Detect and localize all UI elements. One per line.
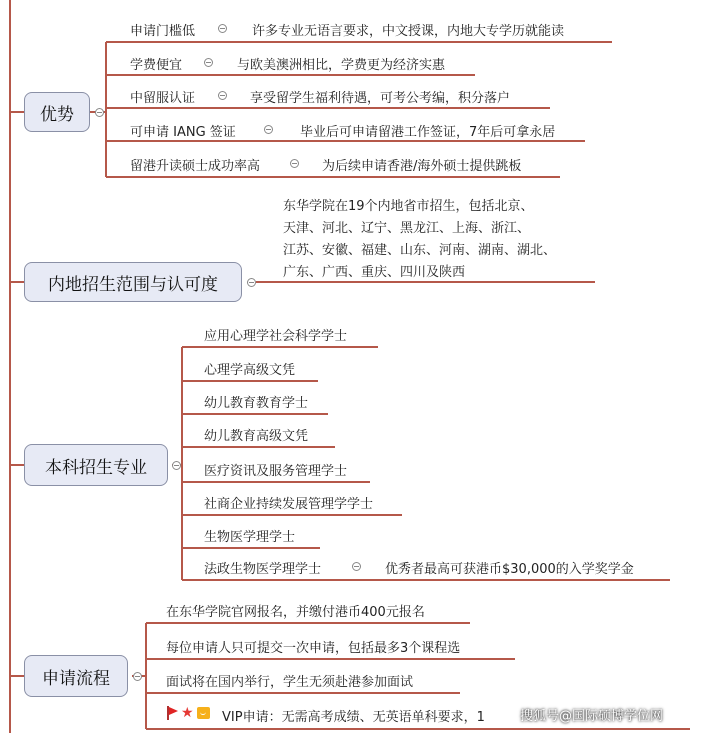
recruitment-scope-paragraph [283, 196, 603, 284]
program-item: 法政生物医学理学士 [204, 562, 322, 577]
program-item: 幼儿教育高级文凭 [204, 429, 309, 444]
collapse-toggle-icon[interactable] [218, 91, 227, 100]
collapse-toggle-icon[interactable] [204, 58, 213, 67]
recruitment-line-3: 江苏、安徽、福建、山东、河南、湖南、湖北、 [283, 243, 557, 258]
collapse-toggle-icon[interactable] [290, 159, 299, 168]
adv-item-2: 学费便宜 [130, 58, 183, 73]
recruitment-line-1: 东华学院在19个内地省市招生，包括北京、 [283, 199, 534, 214]
adv-item-4: 可申请 IANG 签证 [130, 125, 236, 140]
node-advantages[interactable] [24, 92, 90, 132]
process-item: 每位申请人只可提交一次申请，包括最多3个课程选 [166, 641, 461, 656]
adv-item-5: 留港升读硕士成功率高 [130, 159, 261, 174]
node-recruitment-scope[interactable] [24, 262, 242, 302]
recruitment-line-4: 广东、广西、重庆、四川及陕西 [283, 265, 466, 280]
node-application-process-label: 申请流程 [42, 668, 110, 689]
node-recruitment-scope-label: 内地招生范围与认可度 [48, 274, 218, 295]
collapse-toggle-icon[interactable] [247, 278, 256, 287]
flag-icon [166, 706, 178, 720]
process-item: 面试将在国内举行，学生无须赴港参加面试 [166, 675, 414, 690]
watermark: 搜狐号@国际硕博学位网 [520, 709, 664, 724]
process-item: 在东华学院官网报名，并缴付港币400元报名 [166, 605, 425, 620]
adv-item-5-desc: 为后续申请香港/海外硕士提供跳板 [322, 159, 522, 174]
node-undergrad-programs[interactable] [24, 444, 168, 486]
program-item: 幼儿教育教育学士 [204, 396, 309, 411]
collapse-toggle-icon[interactable] [95, 108, 104, 117]
program-item: 医疗资讯及服务管理学士 [204, 464, 348, 479]
program-item: 社商企业持续发展管理学学士 [204, 497, 374, 512]
node-advantages-label: 优势 [40, 104, 74, 125]
star-icon: ★ [181, 705, 194, 721]
collapse-toggle-icon[interactable] [218, 24, 227, 33]
node-application-process[interactable] [24, 655, 128, 697]
process-item-vip: VIP申请：无需高考成绩、无英语单科要求，1 [222, 710, 485, 725]
collapse-toggle-icon[interactable] [133, 672, 142, 681]
adv-item-3: 中留服认证 [130, 91, 196, 106]
recruitment-line-2: 天津、河北、辽宁、黑龙江、上海、浙江、 [283, 221, 531, 236]
adv-item-1-desc: 许多专业无语言要求，中文授课，内地大专学历就能读 [252, 24, 565, 39]
adv-item-3-desc: 享受留学生福利待遇，可考公考编，积分落户 [250, 91, 511, 106]
program-item: 生物医学理学士 [204, 530, 296, 545]
adv-item-2-desc: 与欧美澳洲相比，学费更为经济实惠 [237, 58, 446, 73]
collapse-toggle-icon[interactable] [172, 461, 181, 470]
node-undergrad-programs-label: 本科招生专业 [45, 457, 147, 478]
collapse-toggle-icon[interactable] [352, 562, 361, 571]
adv-item-4-desc: 毕业后可申请留港工作签证，7年后可拿永居 [300, 125, 556, 140]
marker-icons [166, 706, 210, 720]
program-item: 心理学高级文凭 [204, 363, 296, 378]
adv-item-1: 申请门槛低 [130, 24, 196, 39]
scholarship-desc: 优秀者最高可获港币$30,000的入学奖学金 [385, 562, 634, 577]
collapse-toggle-icon[interactable] [264, 125, 273, 134]
smile-icon [197, 707, 210, 719]
program-item: 应用心理学社会科学学士 [204, 329, 348, 344]
